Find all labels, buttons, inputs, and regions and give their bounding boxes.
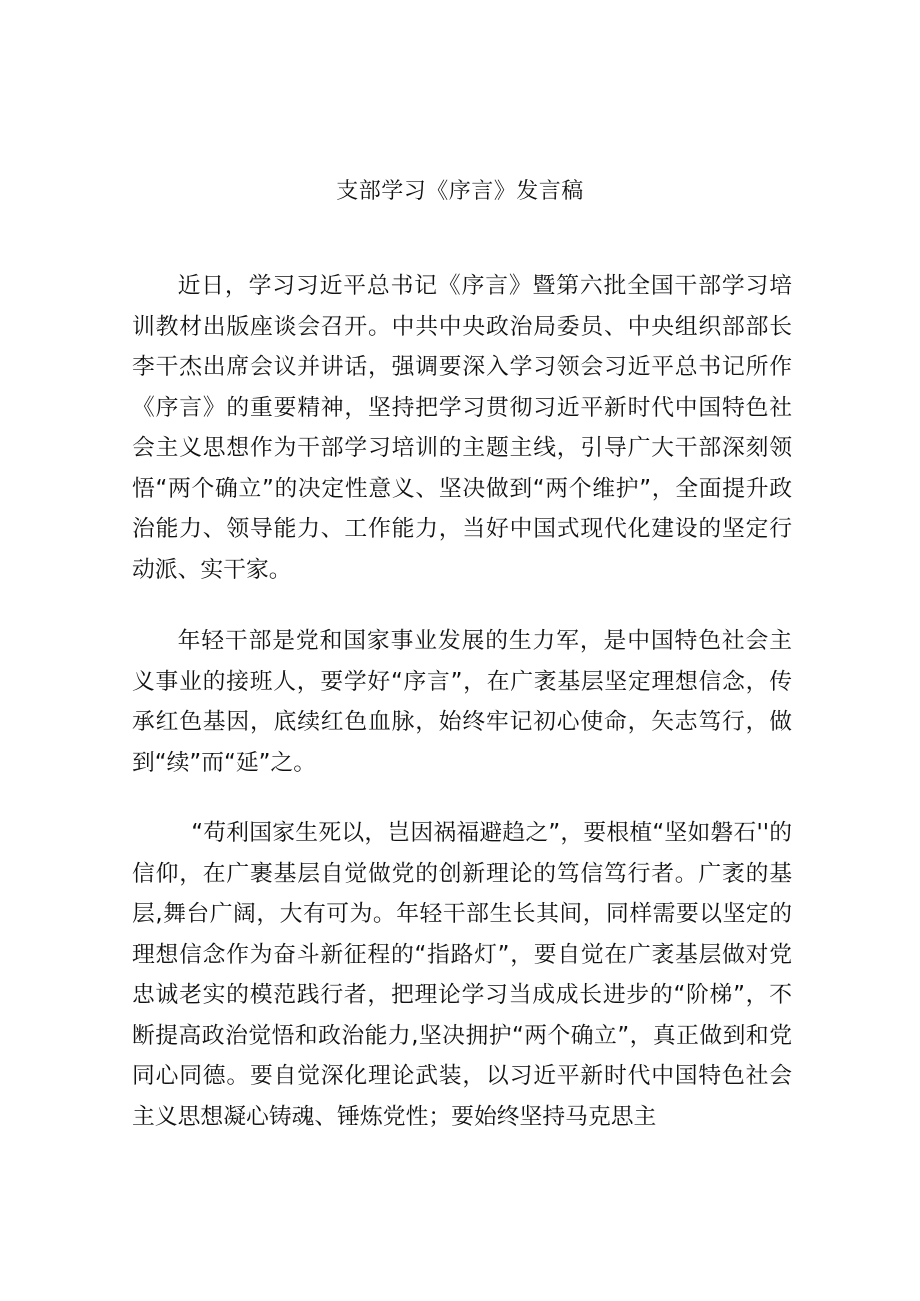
paragraph-2: 年轻干部是党和国家事业发展的生力军，是中国特色社会主义事业的接班人，要学好“序言”，在广袤基层坚定理想信念，传承红色基因，底续红色血脉，始终牢记初心使命，矢志笃行，做到“续”而“延”之。	[132, 628, 792, 776]
paragraph-3: “苟利国家生死以，岂因祸福避趋之”，要根植“坚如磐石''的信仰，在广裹基层自觉做党的创新理论的笃信笃行者。广袤的基层,舞台广阔，大有可为。年轻干部生长其间，同样需要以坚定的理想信念作为奋斗新征程的“指路灯”，要自觉在广袤基层做对党忠诚老实的模范践行者，把理论学习当成成长进步的“阶梯”，不断提高政治觉悟和政治能力,坚决拥护“两个确立”，真正做到和党同心同德。要自觉深化理论武装，以习近平新时代中国特色社会主义思想凝心铸魂、锤炼党性；要始终坚持马克思主	[132, 820, 792, 1130]
paragraph-1: 近日，学习习近平总书记《序言》暨第六批全国干部学习培训教材出版座谈会召开。中共中央政治局委员、中央组织部部长李干杰出席会议并讲话，强调要深入学习领会习近平总书记所作《序言》的重要精神，坚持把学习贯彻习近平新时代中国特色社会主义思想作为干部学习培训的主题主线，引导广大干部深刻领悟“两个确立”的决定性意义、坚决做到“两个维护”，全面提升政治能力、领导能力、工作能力，当好中国式现代化建设的坚定行动派、实干家。	[132, 273, 792, 583]
document-title: 支部学习《序言》发言稿	[336, 179, 584, 204]
document-body	[132, 266, 792, 1167]
